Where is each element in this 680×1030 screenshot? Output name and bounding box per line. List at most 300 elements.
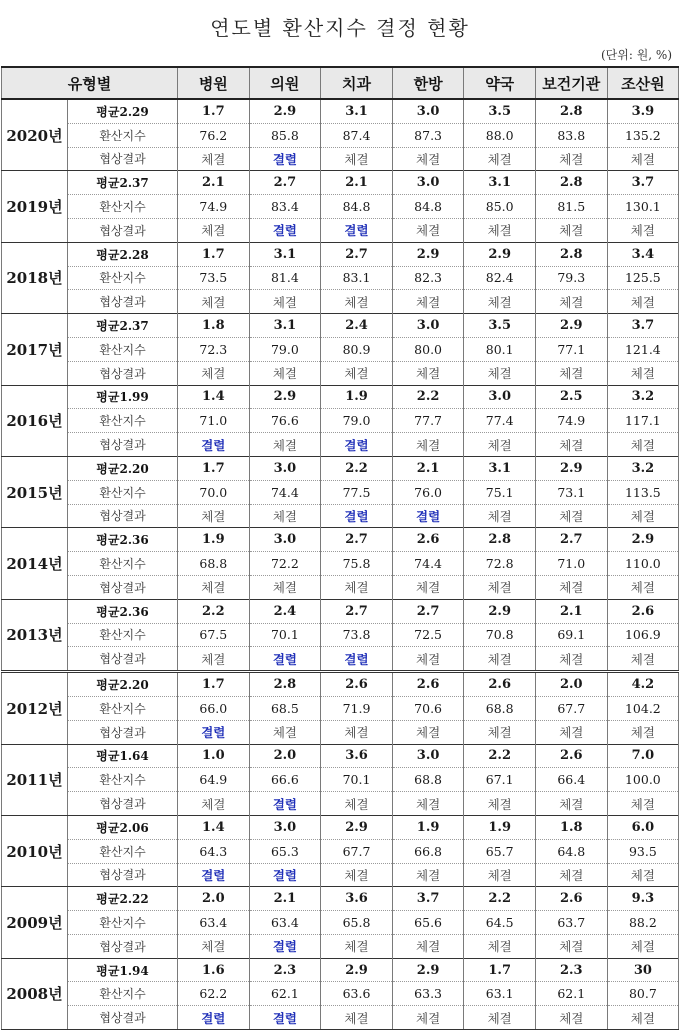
result-cell: 체결 <box>607 290 679 314</box>
result-cell: 체결 <box>607 147 679 171</box>
average-rate: 평균2.20 <box>68 456 178 480</box>
header-hospital: 병원 <box>178 67 250 99</box>
result-label: 협상결과 <box>68 792 178 816</box>
rate-cell: 7.0 <box>607 744 679 768</box>
result-label: 협상결과 <box>68 504 178 528</box>
conversion-cell: 62.1 <box>249 982 321 1006</box>
conversion-cell: 65.6 <box>392 911 464 935</box>
conversion-cell: 79.0 <box>249 337 321 361</box>
unit-note: (단위: 원, %) <box>600 48 672 62</box>
year-label: 2013년 <box>2 599 68 671</box>
result-label: 협상결과 <box>68 863 178 887</box>
conversion-cell: 117.1 <box>607 409 679 433</box>
result-cell: 체결 <box>464 863 536 887</box>
header-health-center: 보건기관 <box>535 67 607 99</box>
result-cell: 체결 <box>607 575 679 599</box>
conversion-cell: 68.8 <box>464 696 536 720</box>
conversion-label: 환산지수 <box>68 911 178 935</box>
conversion-cell: 80.7 <box>607 982 679 1006</box>
conversion-cell: 84.8 <box>321 195 393 219</box>
conversion-label: 환산지수 <box>68 266 178 290</box>
conversion-row <box>2 623 679 647</box>
conversion-cell: 68.8 <box>178 552 250 576</box>
result-row <box>2 1006 679 1030</box>
rate-cell: 3.2 <box>607 385 679 409</box>
conversion-cell: 62.2 <box>178 982 250 1006</box>
result-cell: 체결 <box>249 720 321 744</box>
conversion-cell: 66.4 <box>535 768 607 792</box>
conversion-cell: 63.4 <box>249 911 321 935</box>
conversion-cell: 76.0 <box>392 480 464 504</box>
year-label: 2015년 <box>2 456 68 527</box>
rate-cell: 1.4 <box>178 385 250 409</box>
conversion-cell: 63.6 <box>321 982 393 1006</box>
result-cell: 체결 <box>607 1006 679 1030</box>
page-title: 연도별 환산지수 결정 현황 <box>210 16 470 40</box>
conversion-cell: 70.1 <box>249 623 321 647</box>
rate-cell: 1.9 <box>321 385 393 409</box>
result-cell: 체결 <box>249 504 321 528</box>
conversion-cell: 69.1 <box>535 623 607 647</box>
rate-cell: 2.6 <box>607 599 679 623</box>
result-label: 협상결과 <box>68 575 178 599</box>
result-cell: 체결 <box>249 433 321 457</box>
result-cell: 체결 <box>535 504 607 528</box>
year-group-rate-row <box>2 99 679 123</box>
result-cell: 체결 <box>607 433 679 457</box>
conversion-label: 환산지수 <box>68 982 178 1006</box>
result-cell: 체결 <box>464 433 536 457</box>
rate-cell: 2.7 <box>249 171 321 195</box>
rate-cell: 1.9 <box>392 815 464 839</box>
conversion-cell: 79.0 <box>321 409 393 433</box>
result-cell: 체결 <box>249 361 321 385</box>
result-cell: 결렬 <box>249 792 321 816</box>
conversion-cell: 65.3 <box>249 839 321 863</box>
conversion-cell: 68.8 <box>392 768 464 792</box>
result-cell: 체결 <box>321 575 393 599</box>
rate-cell: 2.9 <box>464 242 536 266</box>
year-label: 2014년 <box>2 528 68 599</box>
conversion-row <box>2 337 679 361</box>
conversion-cell: 74.4 <box>249 480 321 504</box>
conversion-cell: 80.9 <box>321 337 393 361</box>
result-row <box>2 863 679 887</box>
conversion-cell: 76.6 <box>249 409 321 433</box>
result-cell: 체결 <box>392 433 464 457</box>
year-label: 2010년 <box>2 815 68 886</box>
result-cell: 체결 <box>607 934 679 958</box>
rate-cell: 2.6 <box>464 672 536 697</box>
header-pharmacy: 약국 <box>464 67 536 99</box>
conversion-cell: 66.0 <box>178 696 250 720</box>
header-dental: 치과 <box>321 67 393 99</box>
year-group-rate-row <box>2 171 679 195</box>
conversion-label: 환산지수 <box>68 696 178 720</box>
rate-cell: 2.1 <box>392 456 464 480</box>
result-label: 협상결과 <box>68 720 178 744</box>
rate-cell: 2.9 <box>607 528 679 552</box>
result-label: 협상결과 <box>68 433 178 457</box>
result-cell: 체결 <box>535 575 607 599</box>
rate-cell: 3.2 <box>607 456 679 480</box>
rate-cell: 3.5 <box>464 99 536 123</box>
rate-cell: 3.7 <box>392 887 464 911</box>
result-cell: 체결 <box>535 433 607 457</box>
year-group-rate-row <box>2 958 679 982</box>
conversion-cell: 83.1 <box>321 266 393 290</box>
year-group-rate-row <box>2 456 679 480</box>
conversion-cell: 62.1 <box>535 982 607 1006</box>
conversion-cell: 93.5 <box>607 839 679 863</box>
conversion-cell: 72.2 <box>249 552 321 576</box>
year-group-rate-row <box>2 242 679 266</box>
conversion-cell: 75.8 <box>321 552 393 576</box>
rate-cell: 2.0 <box>178 887 250 911</box>
conversion-cell: 64.3 <box>178 839 250 863</box>
conversion-cell: 66.6 <box>249 768 321 792</box>
result-cell: 결렬 <box>178 433 250 457</box>
result-cell: 체결 <box>535 1006 607 1030</box>
conversion-cell: 74.9 <box>535 409 607 433</box>
rate-cell: 2.9 <box>321 815 393 839</box>
average-rate: 평균2.06 <box>68 815 178 839</box>
year-group-rate-row <box>2 887 679 911</box>
result-cell: 체결 <box>392 934 464 958</box>
result-cell: 체결 <box>607 647 679 672</box>
conversion-cell: 64.8 <box>535 839 607 863</box>
rate-cell: 2.2 <box>178 599 250 623</box>
conversion-cell: 68.5 <box>249 696 321 720</box>
conversion-cell: 66.8 <box>392 839 464 863</box>
rate-cell: 2.0 <box>535 672 607 697</box>
average-rate: 평균2.20 <box>68 672 178 697</box>
result-cell: 체결 <box>178 290 250 314</box>
conversion-cell: 80.1 <box>464 337 536 361</box>
result-cell: 체결 <box>249 290 321 314</box>
result-row <box>2 290 679 314</box>
result-cell: 결렬 <box>249 147 321 171</box>
year-group-rate-row <box>2 672 679 697</box>
conversion-cell: 80.0 <box>392 337 464 361</box>
conversion-cell: 75.1 <box>464 480 536 504</box>
rate-cell: 3.4 <box>607 242 679 266</box>
result-cell: 체결 <box>178 218 250 242</box>
header-oriental: 한방 <box>392 67 464 99</box>
result-cell: 체결 <box>178 147 250 171</box>
conversion-cell: 65.8 <box>321 911 393 935</box>
rate-cell: 2.9 <box>464 599 536 623</box>
result-cell: 결렬 <box>178 863 250 887</box>
year-label: 2011년 <box>2 744 68 815</box>
rate-cell: 3.0 <box>249 815 321 839</box>
rate-cell: 3.0 <box>392 744 464 768</box>
year-group-rate-row <box>2 599 679 623</box>
rate-cell: 2.8 <box>464 528 536 552</box>
conversion-cell: 88.0 <box>464 123 536 147</box>
conversion-row <box>2 911 679 935</box>
rate-cell: 2.8 <box>535 171 607 195</box>
rate-cell: 3.1 <box>249 314 321 338</box>
conversion-cell: 82.3 <box>392 266 464 290</box>
result-row <box>2 147 679 171</box>
result-cell: 체결 <box>178 792 250 816</box>
conversion-cell: 125.5 <box>607 266 679 290</box>
result-cell: 체결 <box>178 934 250 958</box>
result-cell: 체결 <box>321 147 393 171</box>
conversion-cell: 77.7 <box>392 409 464 433</box>
header-type: 유형별 <box>2 67 178 99</box>
conversion-label: 환산지수 <box>68 337 178 361</box>
conversion-row <box>2 266 679 290</box>
conversion-cell: 130.1 <box>607 195 679 219</box>
result-label: 협상결과 <box>68 361 178 385</box>
rate-cell: 1.8 <box>535 815 607 839</box>
conversion-row <box>2 480 679 504</box>
result-cell: 체결 <box>464 1006 536 1030</box>
rate-cell: 2.1 <box>535 599 607 623</box>
result-cell: 체결 <box>607 792 679 816</box>
conversion-row <box>2 409 679 433</box>
conversion-cell: 77.4 <box>464 409 536 433</box>
rate-cell: 3.1 <box>249 242 321 266</box>
result-cell: 체결 <box>535 361 607 385</box>
conversion-cell: 63.4 <box>178 911 250 935</box>
rate-cell: 1.8 <box>178 314 250 338</box>
conversion-cell: 73.1 <box>535 480 607 504</box>
rate-cell: 3.5 <box>464 314 536 338</box>
result-cell: 결렬 <box>321 433 393 457</box>
conversion-cell: 83.8 <box>535 123 607 147</box>
result-cell: 체결 <box>321 792 393 816</box>
conversion-cell: 73.8 <box>321 623 393 647</box>
result-label: 협상결과 <box>68 934 178 958</box>
conversion-label: 환산지수 <box>68 623 178 647</box>
conversion-row <box>2 696 679 720</box>
rate-cell: 2.7 <box>321 242 393 266</box>
conversion-label: 환산지수 <box>68 480 178 504</box>
conversion-row <box>2 552 679 576</box>
conversion-cell: 135.2 <box>607 123 679 147</box>
average-rate: 평균1.94 <box>68 958 178 982</box>
conversion-cell: 67.5 <box>178 623 250 647</box>
conversion-cell: 65.7 <box>464 839 536 863</box>
result-cell: 체결 <box>535 863 607 887</box>
average-rate: 평균2.36 <box>68 599 178 623</box>
year-group-rate-row <box>2 744 679 768</box>
conversion-cell: 87.4 <box>321 123 393 147</box>
rate-cell: 3.0 <box>249 456 321 480</box>
result-cell: 체결 <box>321 290 393 314</box>
result-cell: 체결 <box>464 218 536 242</box>
result-cell: 체결 <box>464 720 536 744</box>
header-clinic: 의원 <box>249 67 321 99</box>
rate-cell: 1.0 <box>178 744 250 768</box>
conversion-cell: 67.1 <box>464 768 536 792</box>
average-rate: 평균2.37 <box>68 314 178 338</box>
result-label: 협상결과 <box>68 1006 178 1030</box>
result-cell: 체결 <box>535 218 607 242</box>
result-cell: 체결 <box>464 792 536 816</box>
result-cell: 체결 <box>392 647 464 672</box>
rate-cell: 3.1 <box>464 171 536 195</box>
result-cell: 결렬 <box>249 647 321 672</box>
rate-cell: 2.7 <box>321 528 393 552</box>
result-cell: 체결 <box>535 147 607 171</box>
year-label: 2008년 <box>2 958 68 1029</box>
conversion-cell: 77.5 <box>321 480 393 504</box>
rate-cell: 3.9 <box>607 99 679 123</box>
result-label: 협상결과 <box>68 147 178 171</box>
rate-cell: 2.9 <box>392 958 464 982</box>
rate-cell: 2.3 <box>249 958 321 982</box>
result-cell: 체결 <box>321 934 393 958</box>
rate-cell: 9.3 <box>607 887 679 911</box>
year-group-rate-row <box>2 815 679 839</box>
result-cell: 결렬 <box>392 504 464 528</box>
result-cell: 결렬 <box>178 720 250 744</box>
header-midwife: 조산원 <box>607 67 679 99</box>
conversion-cell: 81.5 <box>535 195 607 219</box>
result-cell: 체결 <box>392 792 464 816</box>
result-row <box>2 433 679 457</box>
result-cell: 체결 <box>464 147 536 171</box>
conversion-label: 환산지수 <box>68 195 178 219</box>
average-rate: 평균1.99 <box>68 385 178 409</box>
conversion-cell: 110.0 <box>607 552 679 576</box>
conversion-cell: 71.0 <box>535 552 607 576</box>
result-cell: 체결 <box>535 934 607 958</box>
rate-cell: 1.7 <box>178 99 250 123</box>
result-cell: 체결 <box>607 361 679 385</box>
conversion-cell: 63.7 <box>535 911 607 935</box>
conversion-cell: 83.4 <box>249 195 321 219</box>
conversion-cell: 85.8 <box>249 123 321 147</box>
result-label: 협상결과 <box>68 290 178 314</box>
rate-cell: 2.6 <box>535 887 607 911</box>
result-cell: 결렬 <box>321 218 393 242</box>
rate-cell: 1.4 <box>178 815 250 839</box>
result-cell: 체결 <box>464 290 536 314</box>
result-cell: 체결 <box>392 1006 464 1030</box>
conversion-cell: 100.0 <box>607 768 679 792</box>
result-cell: 체결 <box>321 1006 393 1030</box>
conversion-cell: 104.2 <box>607 696 679 720</box>
year-group-rate-row <box>2 314 679 338</box>
conversion-cell: 72.8 <box>464 552 536 576</box>
rate-cell: 2.9 <box>321 958 393 982</box>
conversion-cell: 70.0 <box>178 480 250 504</box>
conversion-row <box>2 195 679 219</box>
conversion-cell: 82.4 <box>464 266 536 290</box>
rate-cell: 3.6 <box>321 744 393 768</box>
conversion-cell: 81.4 <box>249 266 321 290</box>
conversion-cell: 77.1 <box>535 337 607 361</box>
result-cell: 결렬 <box>178 1006 250 1030</box>
rate-cell: 2.7 <box>392 599 464 623</box>
conversion-cell: 63.1 <box>464 982 536 1006</box>
rate-cell: 1.7 <box>178 672 250 697</box>
conversion-label: 환산지수 <box>68 123 178 147</box>
rate-cell: 3.0 <box>392 171 464 195</box>
rate-cell: 2.8 <box>535 242 607 266</box>
result-cell: 체결 <box>392 218 464 242</box>
average-rate: 평균1.64 <box>68 744 178 768</box>
rate-cell: 2.6 <box>392 528 464 552</box>
conversion-cell: 88.2 <box>607 911 679 935</box>
rate-cell: 2.9 <box>249 99 321 123</box>
conversion-row <box>2 123 679 147</box>
rate-cell: 2.9 <box>535 314 607 338</box>
result-label: 협상결과 <box>68 218 178 242</box>
rate-cell: 2.2 <box>392 385 464 409</box>
result-cell: 체결 <box>535 792 607 816</box>
header-row <box>2 67 679 99</box>
rate-cell: 1.9 <box>464 815 536 839</box>
conversion-cell: 121.4 <box>607 337 679 361</box>
result-cell: 체결 <box>178 361 250 385</box>
year-label: 2017년 <box>2 314 68 385</box>
conversion-cell: 67.7 <box>535 696 607 720</box>
rate-cell: 2.2 <box>321 456 393 480</box>
year-label: 2016년 <box>2 385 68 456</box>
conversion-cell: 73.5 <box>178 266 250 290</box>
result-cell: 체결 <box>321 361 393 385</box>
conversion-label: 환산지수 <box>68 839 178 863</box>
rate-cell: 2.2 <box>464 887 536 911</box>
rate-cell: 30 <box>607 958 679 982</box>
conversion-cell: 64.5 <box>464 911 536 935</box>
result-cell: 체결 <box>464 504 536 528</box>
result-row <box>2 792 679 816</box>
result-cell: 체결 <box>392 147 464 171</box>
conversion-row <box>2 982 679 1006</box>
result-cell: 체결 <box>607 720 679 744</box>
average-rate: 평균2.28 <box>68 242 178 266</box>
conversion-row <box>2 839 679 863</box>
rate-cell: 1.7 <box>178 242 250 266</box>
conversion-cell: 64.9 <box>178 768 250 792</box>
year-label: 2019년 <box>2 171 68 242</box>
average-rate: 평균2.37 <box>68 171 178 195</box>
year-label: 2009년 <box>2 887 68 958</box>
conversion-label: 환산지수 <box>68 552 178 576</box>
result-cell: 결렬 <box>321 504 393 528</box>
conversion-label: 환산지수 <box>68 768 178 792</box>
conversion-cell: 67.7 <box>321 839 393 863</box>
result-label: 협상결과 <box>68 647 178 672</box>
result-cell: 체결 <box>535 647 607 672</box>
conversion-cell: 71.0 <box>178 409 250 433</box>
rate-cell: 2.6 <box>535 744 607 768</box>
year-group-rate-row <box>2 528 679 552</box>
rate-cell: 2.9 <box>535 456 607 480</box>
year-label: 2020년 <box>2 99 68 171</box>
rate-cell: 1.7 <box>178 456 250 480</box>
rate-cell: 2.9 <box>249 385 321 409</box>
rate-cell: 2.3 <box>535 958 607 982</box>
conversion-cell: 71.9 <box>321 696 393 720</box>
result-cell: 체결 <box>464 361 536 385</box>
rate-cell: 3.0 <box>392 314 464 338</box>
result-cell: 체결 <box>464 934 536 958</box>
result-cell: 결렬 <box>249 218 321 242</box>
rate-cell: 3.0 <box>464 385 536 409</box>
conversion-cell: 74.4 <box>392 552 464 576</box>
rate-cell: 2.4 <box>321 314 393 338</box>
rate-cell: 4.2 <box>607 672 679 697</box>
rate-cell: 2.8 <box>249 672 321 697</box>
